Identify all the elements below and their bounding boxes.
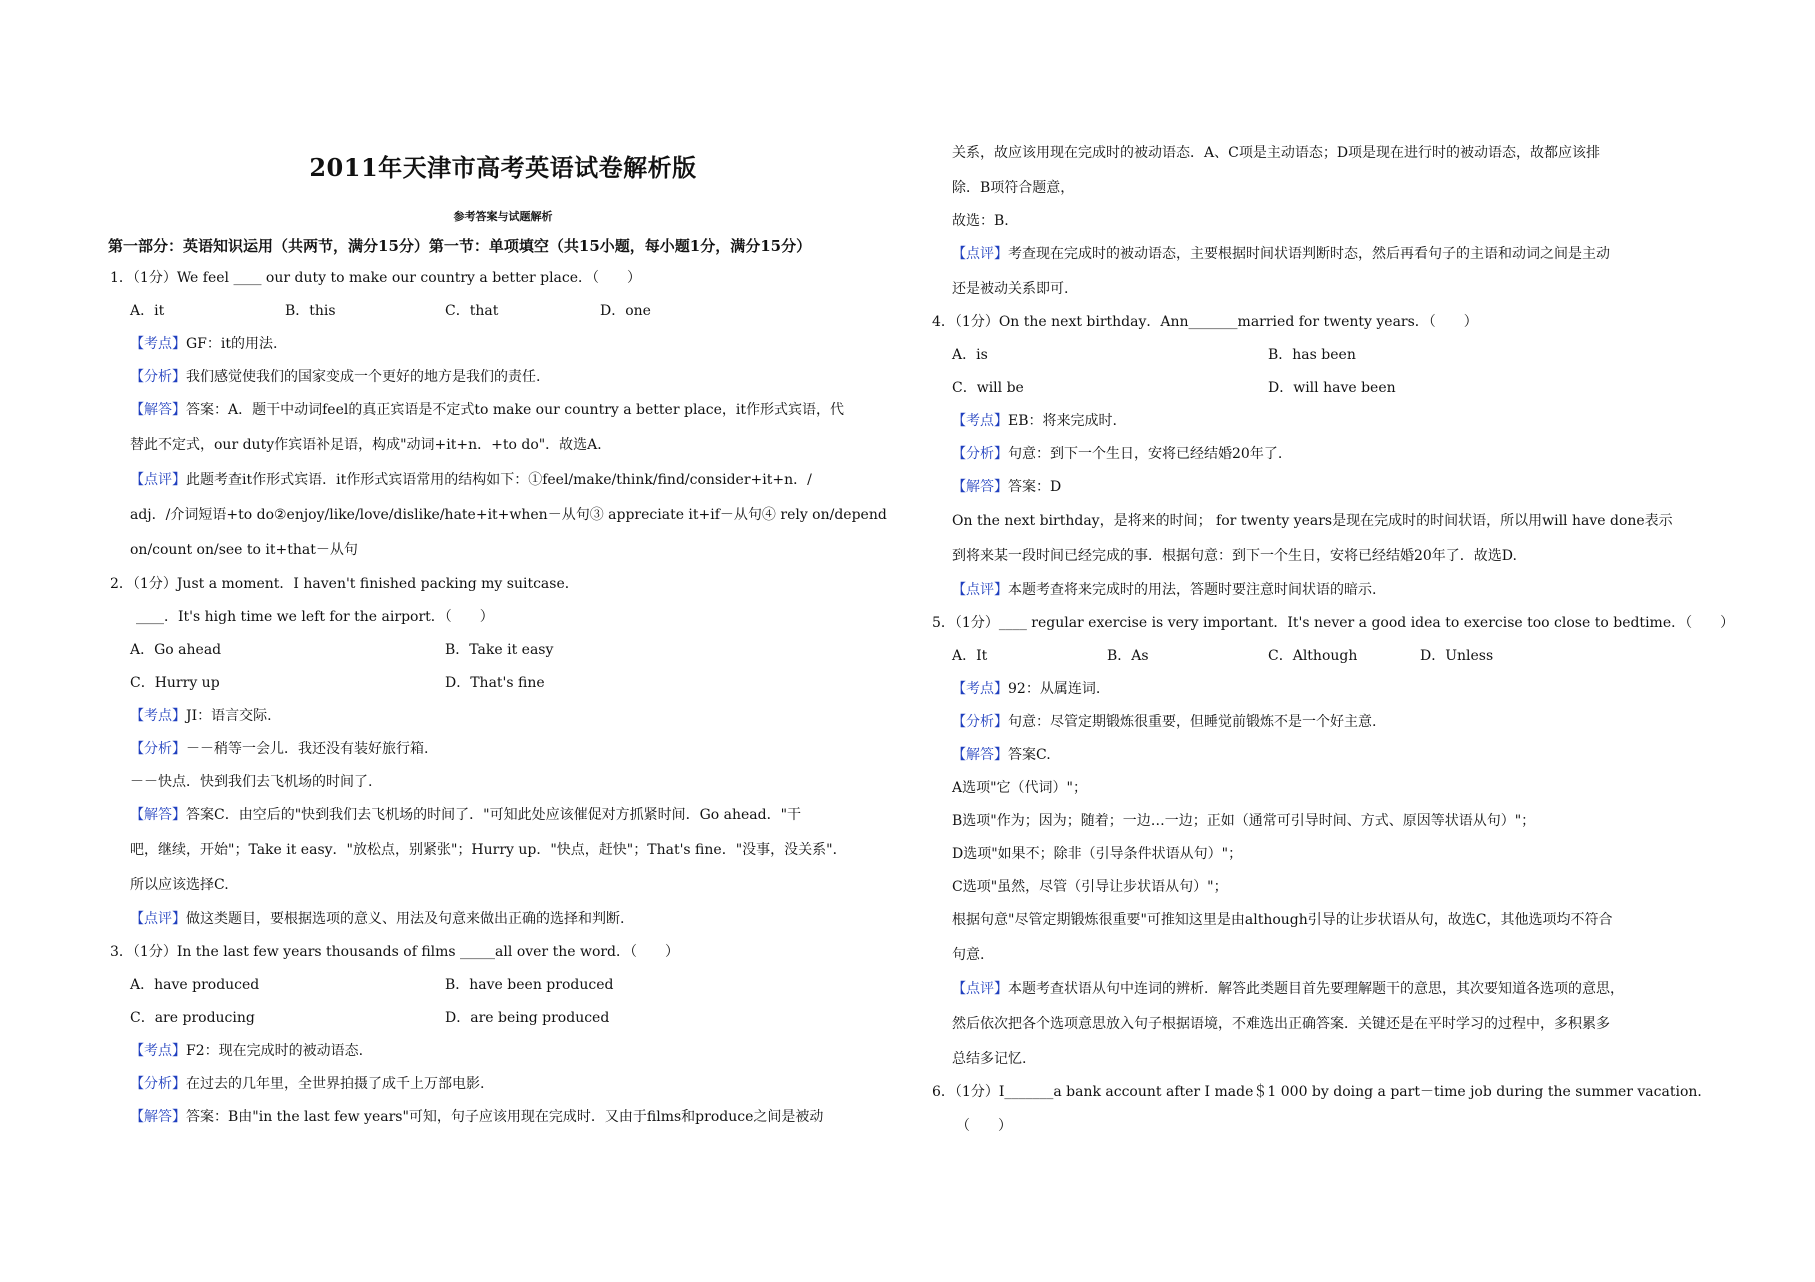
section-heading: 第一部分：英语知识运用（共两节，满分15分）第一节：单项填空（共15小题，每小题1分，满分15分） [108,237,812,255]
q3-fenxi-text: 在过去的几年里，全世界拍摄了成千上万部电影. [186,1076,485,1092]
q4-stem: 4．（1分）On the next birthday．Ann_______married for twenty years．（ ） [932,314,1478,330]
dianping-tag: 【点评】 [952,582,1008,598]
q1-option-c: C．that [445,303,499,319]
q5-line-6: 句意. [952,947,985,963]
q5-jieda [952,745,1051,765]
jieda-tag: 【解答】 [952,747,1008,763]
q5-kaodian-text: 92：从属连词. [1008,681,1101,697]
jieda-tag: 【解答】 [130,1109,186,1125]
q1-stem: 1．（1分）We feel ____ our duty to make our country a better place．（ ） [110,270,642,286]
q5-option-d: D．Unless [1420,648,1494,664]
q2-jieda [130,805,801,825]
fenxi-tag: 【分析】 [952,446,1008,462]
q2-jieda-text-3: 所以应该选择C. [130,877,229,893]
q5-option-a: A．It [952,648,988,664]
document-title: 2011年天津市高考英语试卷解析版 [309,153,697,182]
q4-body-1: On the next birthday，是将来的时间； for twenty years是现在完成时的时间状语，所以用will have done表示 [952,513,1673,529]
q5-dianping-text-1: 本题考查状语从句中连词的辨析．解答此类题目首先要理解题干的意思，其次要知道各选项的意思， [1008,981,1624,997]
q5-dianping-text-3: 总结多记忆. [952,1051,1027,1067]
fenxi-tag: 【分析】 [130,369,186,385]
q2-fenxi [130,739,428,759]
q3-stem: 3．（1分）In the last few years thousands of films _____all over the word．（ ） [110,944,680,960]
q6-stem-2: （ ） [956,1118,1012,1134]
q2-option-c: C．Hurry up [130,675,220,691]
q1-kaodian [130,334,277,354]
q5-line-4: C选项"虽然，尽管（引导让步状语从句）"； [952,879,1228,895]
q2-stem-1: 2．（1分）Just a moment．I haven't finished packing my suitcase． [110,576,579,592]
q4-body-2: 到将来某一段时间已经完成的事．根据句意：到下一个生日，安将已经结婚20年了．故选D. [952,548,1517,564]
q4-option-a: A．is [952,347,988,363]
q3-jieda-text-3: 除．B项符合题意， [952,180,1075,196]
jieda-tag: 【解答】 [952,479,1008,495]
kaodian-tag: 【考点】 [130,708,186,724]
q3-dianping [952,244,1610,264]
q2-option-b: B．Take it easy [445,642,554,658]
q3-option-c: C．are producing [130,1010,255,1026]
dianping-tag: 【点评】 [130,911,186,927]
q5-line-1: A选项"它（代词）"； [952,780,1087,796]
q1-dianping-text-1: 此题考查it作形式宾语．it作形式宾语常用的结构如下：①feel/make/think/find/consider+it+n．/ [186,472,812,488]
q5-dianping [952,979,1624,999]
kaodian-tag: 【考点】 [952,413,1008,429]
q4-option-d: D．will have been [1268,380,1396,396]
q1-jieda [130,400,844,420]
q5-fenxi-text: 句意：尽管定期锻炼很重要，但睡觉前锻炼不是一个好主意. [1008,714,1377,730]
q4-fenxi-text: 句意：到下一个生日，安将已经结婚20年了. [1008,446,1283,462]
q4-jieda-text: 答案：D [1008,479,1062,495]
q1-jieda-text-2: 替此不定式，our duty作宾语补足语，构成"动词+it+n．+to do"．故选A． [130,437,612,453]
q3-jieda-text-1: 答案：B由"in the last few years"可知，句子应该用现在完成时．又由于films和produce之间是被动 [186,1109,824,1125]
q1-option-d: D．one [600,303,651,319]
q3-fenxi [130,1074,484,1094]
q4-dianping-text: 本题考查将来完成时的用法，答题时要注意时间状语的暗示. [1008,582,1377,598]
q5-kaodian [952,679,1100,699]
q5-option-c: C．Although [1268,648,1358,664]
document-subtitle: 参考答案与试题解析 [453,210,553,223]
q2-stem-2: ____．It's high time we left for the airport．（ ） [136,609,494,625]
q2-fenxi-text: －－稍等一会儿．我还没有装好旅行箱. [186,741,429,757]
q3-kaodian [130,1041,363,1061]
q4-option-b: B．has been [1268,347,1356,363]
dianping-tag: 【点评】 [952,246,1008,262]
q5-option-b: B．As [1107,648,1149,664]
q2-jieda-text-1: 答案C．由空后的"快到我们去飞机场的时间了．"可知此处应该催促对方抓紧时间．Go ahead．"干 [186,807,802,823]
q5-fenxi [952,712,1376,732]
q3-kaodian-text: F2：现在完成时的被动语态. [186,1043,364,1059]
q1-fenxi-text: 我们感觉使我们的国家变成一个更好的地方是我们的责任. [186,369,541,385]
q4-jieda [952,477,1061,497]
q2-option-d: D．That's fine [445,675,545,691]
dianping-tag: 【点评】 [952,981,1008,997]
fenxi-tag: 【分析】 [952,714,1008,730]
q5-line-5: 根据句意"尽管定期锻炼很重要"可推知这里是由although引导的让步状语从句，故选C，其他选项均不符合 [952,912,1613,928]
q1-kaodian-text: GF：it的用法. [186,336,278,352]
q5-line-3: D选项"如果不；除非（引导条件状语从句）"； [952,846,1243,862]
q3-dianping-text-1: 考查现在完成时的被动语态，主要根据时间状语判断时态，然后再看句子的主语和动词之间是主动 [1008,246,1610,262]
q3-option-a: A．have produced [130,977,260,993]
q5-line-2: B选项"作为；因为；随着；一边…一边；正如（通常可引导时间、方式、原因等状语从句）"； [952,813,1536,829]
q3-dianping-text-2: 还是被动关系即可. [952,281,1069,297]
q1-dianping-text-2: adj．/介词短语+to do②enjoy/like/love/dislike/hate+it+when－从句③ appreciate it+if－从句④ rely on/depend [130,507,887,523]
q4-kaodian-text: EB：将来完成时. [1008,413,1117,429]
fenxi-tag: 【分析】 [130,741,186,757]
q4-fenxi [952,444,1282,464]
q2-option-a: A．Go ahead [130,642,222,658]
q5-dianping-text-2: 然后依次把各个选项意思放入句子根据语境，不难选出正确答案．关键还是在平时学习的过程中，多积累多 [952,1016,1610,1032]
q1-fenxi [130,367,540,387]
kaodian-tag: 【考点】 [952,681,1008,697]
q2-jieda-text-2: 吧，继续，开始"；Take it easy．"放松点，别紧张"；Hurry up．"快点，赶快"；That's fine．"没事，没关系"． [130,842,847,858]
q1-dianping [130,470,812,490]
q3-jieda [130,1107,823,1127]
q4-kaodian [952,411,1117,431]
jieda-tag: 【解答】 [130,807,186,823]
q1-jieda-text-1: 答案：A．题干中动词feel的真正宾语是不定式to make our country a better place，it作形式宾语，代 [186,402,844,418]
kaodian-tag: 【考点】 [130,336,186,352]
q5-stem: 5．（1分）____ regular exercise is very important．It's never a good idea to exercise too close to bedtime．（ ） [932,615,1735,631]
q1-option-b: B．this [285,303,336,319]
q2-dianping-text: 做这类题目，要根据选项的意义、用法及句意来做出正确的选择和判断. [186,911,625,927]
fenxi-tag: 【分析】 [130,1076,186,1092]
q2-kaodian [130,706,272,726]
q1-option-a: A．it [130,303,165,319]
q3-jieda-text-2: 关系，故应该用现在完成时的被动语态．A、C项是主动语态；D项是现在进行时的被动语态，故都应该排 [952,145,1601,161]
q3-option-d: D．are being produced [445,1010,610,1026]
q4-option-c: C．will be [952,380,1024,396]
kaodian-tag: 【考点】 [130,1043,186,1059]
q2-fenxi-text-2: －－快点．快到我们去飞机场的时间了. [130,774,373,790]
q5-jieda-text: 答案C. [1008,747,1051,763]
q1-dianping-text-3: on/count on/see to it+that－从句 [130,542,358,558]
q2-kaodian-text: JI：语言交际. [186,708,272,724]
dianping-tag: 【点评】 [130,472,186,488]
q3-jieda-text-4: 故选：B. [952,213,1009,229]
q6-stem-1: 6．（1分）I_______a bank account after I made＄1 000 by doing a part－time job during the summer vacation． [932,1084,1712,1100]
q2-dianping [130,909,624,929]
jieda-tag: 【解答】 [130,402,186,418]
q3-option-b: B．have been produced [445,977,614,993]
q4-dianping [952,580,1376,600]
